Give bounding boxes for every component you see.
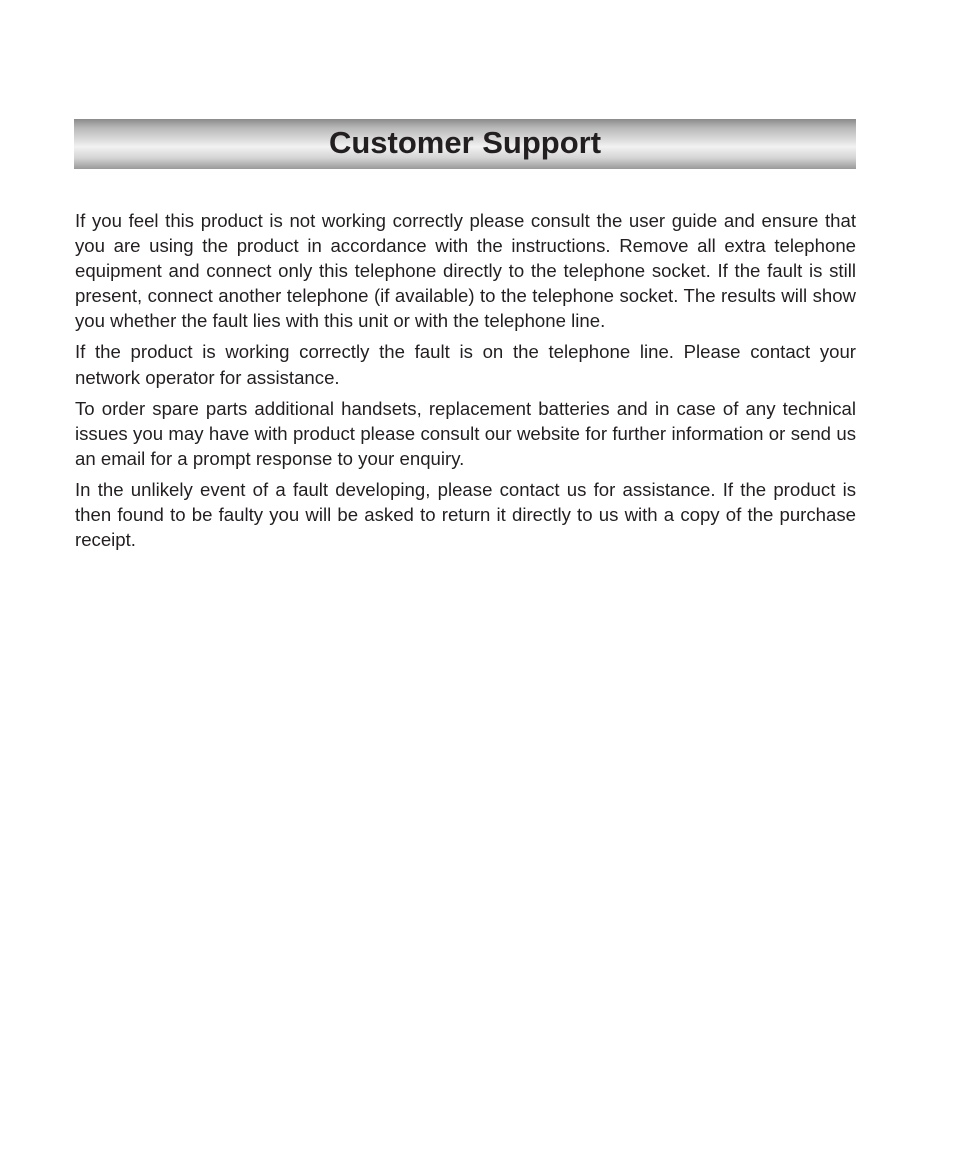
section-title-bar: [74, 119, 856, 169]
paragraph-line-fault: If the product is working correctly the fault is on the telephone line. Please contact your network operator for assistance.: [75, 341, 856, 388]
paragraph-returns: In the unlikely event of a fault developing, please contact us for assistance. If the product is then found to be faulty you will be asked to return it directly to us with a copy of the purchase receipt.: [75, 478, 856, 551]
paragraph-troubleshooting: If you feel this product is not working correctly please consult the user guide and ensure that you are using the product in accordance with the instructions. Remove all extra telephone equipment and connect only this telephone directly to the telephone socket. If the fault is still present, connect another telephone (if available) to the telephone socket. The results will show you whether the fault lies with this unit or with the telephone line.: [75, 210, 856, 332]
section-title: Customer Support: [328, 125, 602, 160]
body-text: [75, 208, 856, 558]
paragraph-spare-parts: To order spare parts additional handsets, replacement batteries and in case of any technical issues you may have with product please consult our website for further information or send us an email for a prompt response to your enquiry.: [75, 397, 856, 469]
